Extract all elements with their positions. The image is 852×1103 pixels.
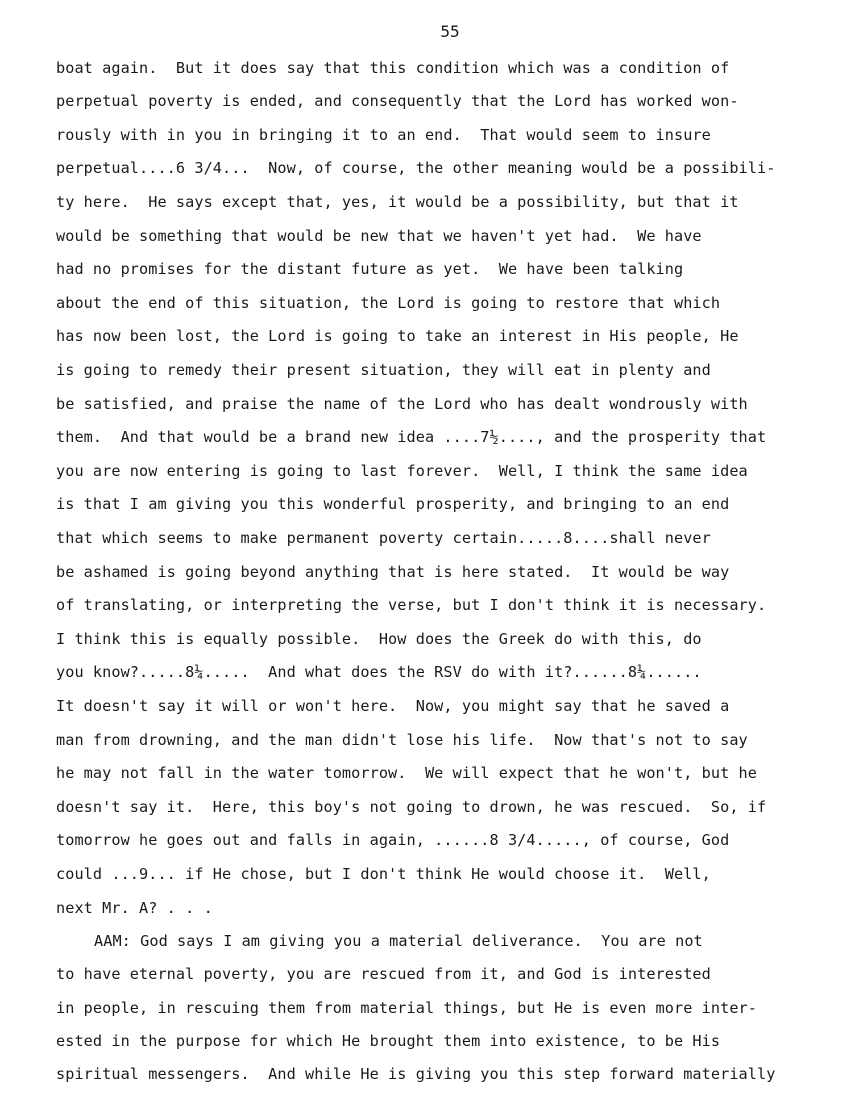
text-line: doesn't say it. Here, this boy's not going to drown, he was rescued. So, if xyxy=(56,798,767,816)
text-line: perpetual....6 3/4... Now, of course, the other meaning would be a possibili- xyxy=(56,159,776,177)
text-line: has now been lost, the Lord is going to take an interest in His people, He xyxy=(56,327,739,345)
text-line: is going to remedy their present situation, they will eat in plenty and xyxy=(56,361,711,379)
text-line: is that I am giving you this wonderful prosperity, and bringing to an end xyxy=(56,495,730,513)
text-line: next Mr. A? . . . xyxy=(56,899,213,917)
text-line: I think this is equally possible. How does the Greek do with this, do xyxy=(56,630,702,648)
text-line: AAM: God says I am giving you a material deliverance. You are not xyxy=(94,932,703,950)
text-line: that which seems to make permanent poverty certain.....8....shall never xyxy=(56,529,711,547)
page-number: 55 xyxy=(440,22,460,41)
text-line: perpetual poverty is ended, and consequently that the Lord has worked won- xyxy=(56,92,739,110)
text-line: would be something that would be new that we haven't yet had. We have xyxy=(56,227,702,245)
text-line: ested in the purpose for which He brought them into existence, to be His xyxy=(56,1032,721,1050)
text-line: had no promises for the distant future as yet. We have been talking xyxy=(56,260,684,278)
text-line: be ashamed is going beyond anything that is here stated. It would be way xyxy=(56,563,730,581)
text-line: of translating, or interpreting the verse, but I don't think it is necessary. xyxy=(56,596,767,614)
text-line: tomorrow he goes out and falls in again, ......8 3/4....., of course, God xyxy=(56,831,730,849)
text-line: spiritual messengers. And while He is giving you this step forward materially xyxy=(56,1065,776,1083)
text-line: man from drowning, and the man didn't lose his life. Now that's not to say xyxy=(56,731,748,749)
text-line: about the end of this situation, the Lord is going to restore that which xyxy=(56,294,721,312)
text-line: to have eternal poverty, you are rescued from it, and God is interested xyxy=(56,965,711,983)
text-line: you know?.....8¼..... And what does the RSV do with it?......8¼...... xyxy=(56,663,702,681)
text-line: be satisfied, and praise the name of the Lord who has dealt wondrously with xyxy=(56,395,748,413)
text-line: he may not fall in the water tomorrow. We will expect that he won't, but he xyxy=(56,764,757,782)
text-line: could ...9... if He chose, but I don't think He would choose it. Well, xyxy=(56,865,711,883)
text-line: It doesn't say it will or won't here. Now, you might say that he saved a xyxy=(56,697,730,715)
text-line: rously with in you in bringing it to an end. That would seem to insure xyxy=(56,126,711,144)
text-line: boat again. But it does say that this condition which was a condition of xyxy=(56,59,730,77)
text-line: in people, in rescuing them from material things, but He is even more inter- xyxy=(56,999,757,1017)
text-line: them. And that would be a brand new idea ....7½...., and the prosperity that xyxy=(56,428,767,446)
text-line: ty here. He says except that, yes, it would be a possibility, but that it xyxy=(56,193,739,211)
text-line: you are now entering is going to last forever. Well, I think the same idea xyxy=(56,462,748,480)
